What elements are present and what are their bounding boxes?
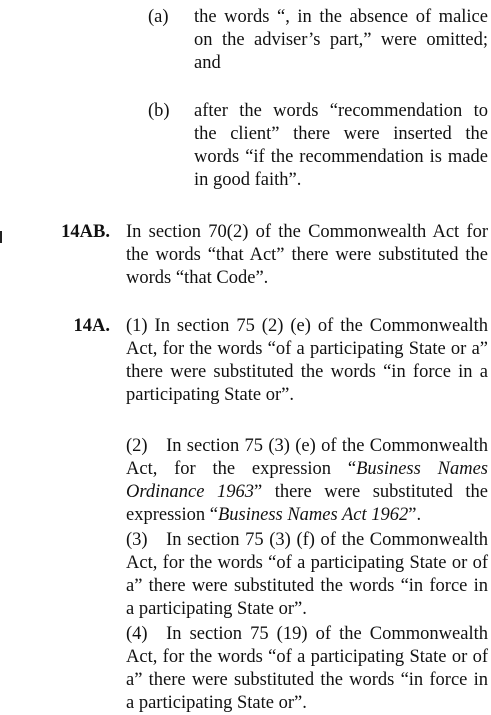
subsection-3: (3) In section 75 (3) (f) of the Commonwealth Act, for the words “of a participating State or of a” there were substituted the words “in force in a participating State or”. (126, 530, 488, 619)
subsection-2-text-c: ”. (408, 505, 422, 525)
paragraph-text: the words “, in the absence of malice on the adviser’s part,” were omitted; and (194, 7, 488, 73)
subsection-2-text-b: ” there were substituted the expression “ (126, 482, 488, 525)
margin-mark (0, 231, 2, 243)
subsection-1: (1) In section 75 (2) (e) of the Commonwealth Act, for the words “of a participating State or a” there were substituted the words “in force in a participating State or”. (126, 316, 488, 405)
section-14ab (18, 221, 488, 290)
paragraph-b (148, 100, 488, 192)
section-number: 14AB. (61, 222, 110, 242)
paragraph-text: after the words “recommendation to the client” there were inserted the words “if the recommendation is made in good faith”. (194, 101, 488, 190)
paragraph-label: (b) (148, 101, 170, 121)
subsection-4: (4) In section 75 (19) of the Commonwealth Act, for the words “of a participating State or of a” there were substituted the words “in force in a participating State or”. (126, 624, 488, 713)
section-number: 14A. (73, 316, 110, 336)
subsection-2-text-a: (2) In section 75 (3) (e) of the Commonwealth Act, for the expression “ (126, 436, 488, 479)
section-text: In section 70(2) of the Commonwealth Act for the words “that Act” there were substituted the words “that Code”. (126, 222, 488, 288)
paragraph-label: (a) (148, 7, 169, 27)
paragraph-a (148, 6, 488, 75)
section-14a (18, 315, 488, 407)
subsection-2-italic-1: Business Names Ordinance 1963 (126, 459, 488, 502)
subsection-2 (126, 435, 488, 527)
subsection-2-italic-2: Business Names Act 1962 (217, 505, 409, 525)
